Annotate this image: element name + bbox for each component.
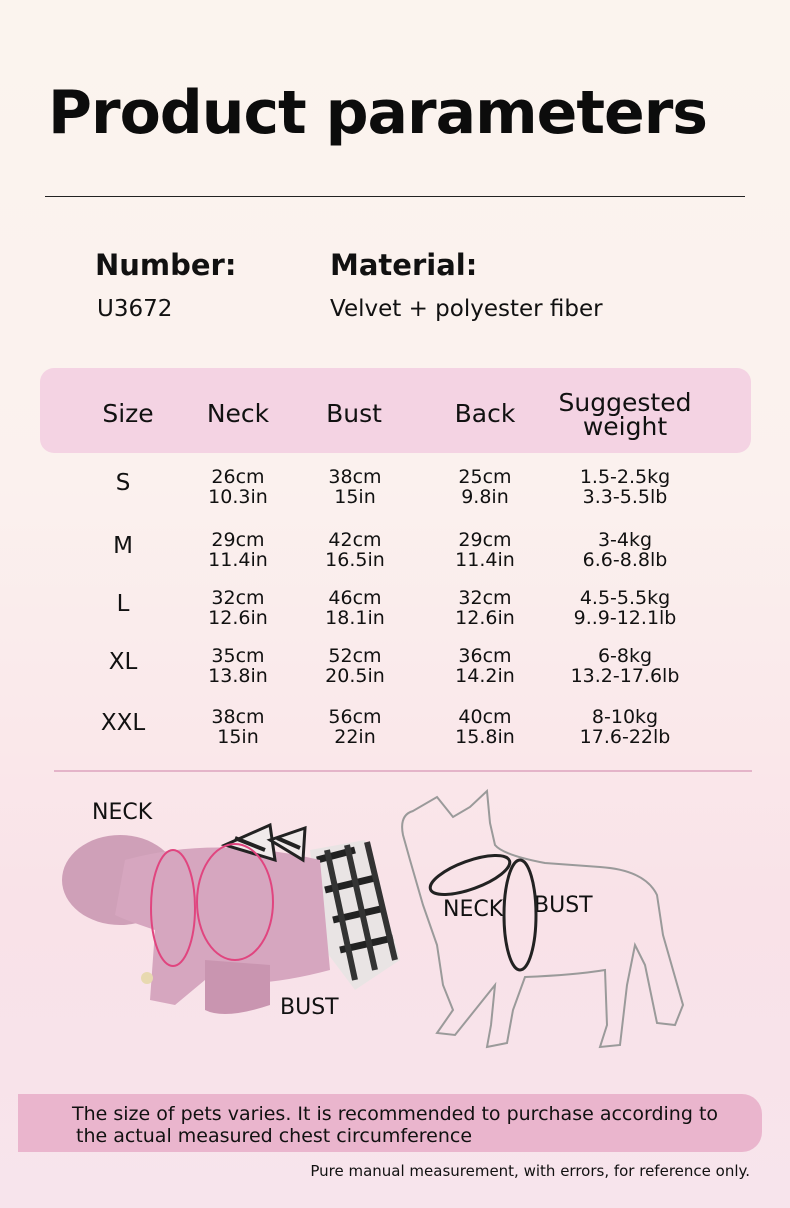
metric-value: 46cm: [328, 587, 382, 609]
header-size: Size: [102, 399, 154, 428]
imperial-value: 11.4in: [455, 549, 515, 571]
metric-value: 8-10kg: [591, 706, 659, 728]
imperial-value: 13.2-17.6lb: [570, 665, 680, 687]
purchase-note: [72, 1103, 752, 1147]
header-neck: Neck: [206, 399, 270, 428]
imperial-value: 12.6in: [208, 607, 268, 629]
material-label: Material:: [330, 248, 478, 282]
imperial-value: 15.8in: [455, 726, 515, 748]
metric-value: 32cm: [211, 587, 265, 609]
size-cell: XXL: [100, 710, 146, 736]
size-cell: L: [116, 591, 130, 617]
metric-value: 38cm: [211, 706, 265, 728]
table-cell: [173, 467, 303, 507]
imperial-value: 11.4in: [208, 549, 268, 571]
table-cell: [290, 530, 420, 570]
table-cell: [290, 467, 420, 507]
table-cell: [420, 646, 550, 686]
table-cell: [173, 530, 303, 570]
metric-value: 1.5-2.5kg: [579, 466, 671, 488]
section-divider: [54, 770, 752, 772]
product-photo: [55, 820, 415, 1040]
header-bust: Bust: [326, 399, 382, 428]
metric-value: 3-4kg: [597, 529, 653, 551]
metric-value: 35cm: [211, 645, 265, 667]
size-cell: S: [115, 470, 131, 496]
imperial-value: 12.6in: [455, 607, 515, 629]
hoodie-sleeve: [205, 960, 270, 1014]
hang-tag: [141, 972, 153, 984]
imperial-value: 10.3in: [208, 486, 268, 508]
metric-value: 32cm: [458, 587, 512, 609]
product-neck-label: NECK: [92, 800, 153, 825]
metric-value: 6-8kg: [597, 645, 653, 667]
footer-disclaimer: Pure manual measurement, with errors, for reference only.: [310, 1162, 750, 1180]
imperial-value: 14.2in: [455, 665, 515, 687]
dog-bust-label: BUST: [534, 893, 593, 918]
metric-value: 25cm: [458, 466, 512, 488]
page-title: Product parameters: [48, 78, 707, 148]
imperial-value: 17.6-22lb: [579, 726, 671, 748]
header-back: Back: [454, 399, 516, 428]
imperial-value: 9.8in: [461, 486, 509, 508]
dog-outline-diagram: [395, 785, 695, 1060]
imperial-value: 18.1in: [325, 607, 385, 629]
imperial-value: 15in: [217, 726, 259, 748]
metric-value: 38cm: [328, 466, 382, 488]
size-cell: M: [113, 533, 133, 559]
table-cell: [290, 588, 420, 628]
table-cell: [290, 707, 420, 747]
metric-value: 36cm: [458, 645, 512, 667]
table-cell: [560, 530, 690, 570]
metric-value: 40cm: [458, 706, 512, 728]
imperial-value: 3.3-5.5lb: [582, 486, 668, 508]
imperial-value: 22in: [334, 726, 376, 748]
table-cell: [420, 707, 550, 747]
purchase-note-line1: The size of pets varies. It is recommended to purchase according to: [72, 1103, 719, 1125]
dog-neck-loop: [426, 847, 515, 902]
header-weight-line2: weight: [582, 412, 668, 441]
product-bust-label: BUST: [280, 995, 339, 1020]
header-weight: [555, 388, 695, 441]
imperial-value: 20.5in: [325, 665, 385, 687]
size-cell: XL: [108, 649, 138, 675]
metric-value: 52cm: [328, 645, 382, 667]
metric-value: 26cm: [211, 466, 265, 488]
table-cell: [560, 646, 690, 686]
metric-value: 42cm: [328, 529, 382, 551]
table-cell: [173, 646, 303, 686]
table-cell: [420, 588, 550, 628]
material-value: Velvet + polyester fiber: [330, 296, 603, 322]
metric-value: 4.5-5.5kg: [579, 587, 671, 609]
number-label: Number:: [95, 248, 237, 282]
table-cell: [420, 467, 550, 507]
purchase-note-line2: the actual measured chest circumference: [76, 1125, 473, 1147]
table-cell: [173, 707, 303, 747]
title-divider: [45, 196, 745, 197]
table-cell: [290, 646, 420, 686]
table-cell: [560, 467, 690, 507]
dog-neck-label: NECK: [443, 897, 504, 922]
imperial-value: 15in: [334, 486, 376, 508]
number-value: U3672: [97, 296, 173, 322]
imperial-value: 13.8in: [208, 665, 268, 687]
metric-value: 56cm: [328, 706, 382, 728]
imperial-value: 6.6-8.8lb: [582, 549, 668, 571]
dog-bust-loop: [504, 860, 536, 970]
metric-value: 29cm: [211, 529, 265, 551]
dog-silhouette: [402, 791, 683, 1047]
table-cell: [560, 588, 690, 628]
imperial-value: 9..9-12.1lb: [573, 607, 677, 629]
header-weight-line1: Suggested: [558, 388, 692, 417]
table-cell: [420, 530, 550, 570]
imperial-value: 16.5in: [325, 549, 385, 571]
table-cell: [560, 707, 690, 747]
metric-value: 29cm: [458, 529, 512, 551]
table-cell: [173, 588, 303, 628]
